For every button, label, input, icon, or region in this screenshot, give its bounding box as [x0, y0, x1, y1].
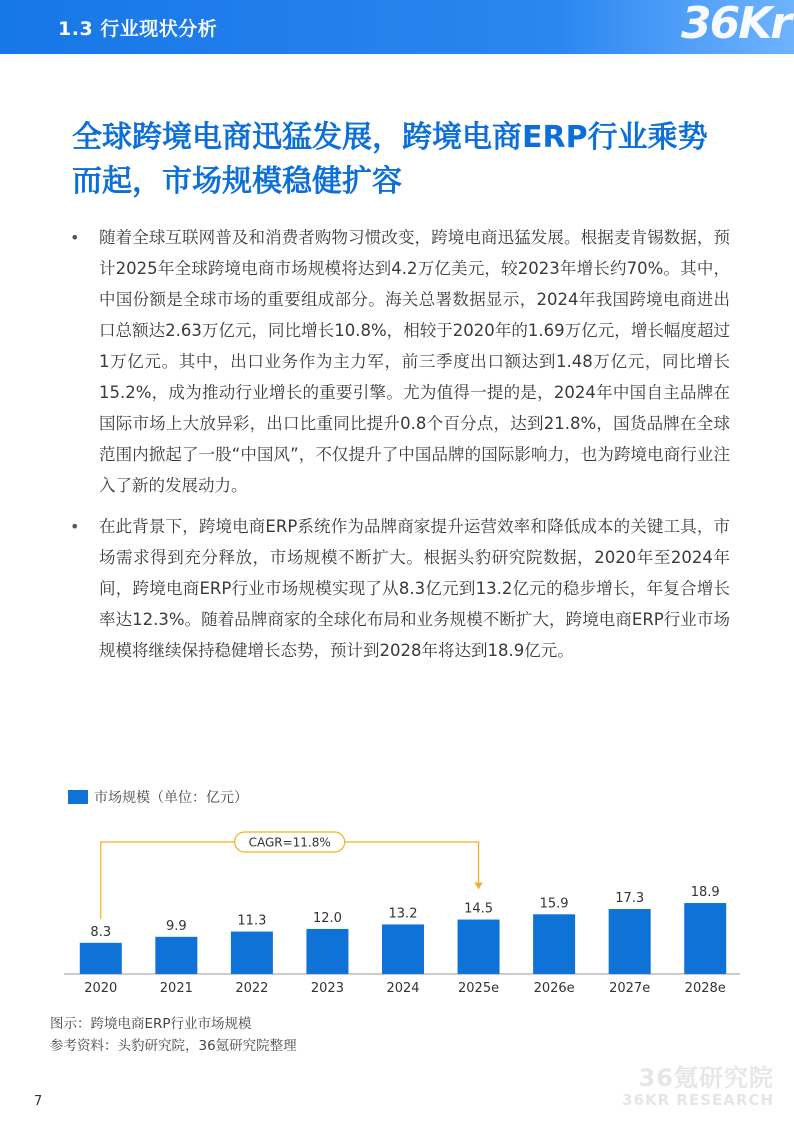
bullet-icon: •	[70, 228, 80, 247]
bar	[458, 920, 500, 974]
watermark-cn: 36氪研究院	[638, 1064, 774, 1092]
figure-source: 参考资料：头豹研究院，36氪研究院整理	[50, 1038, 297, 1054]
header-band	[0, 0, 794, 54]
watermark-en: 36KR RESEARCH	[622, 1091, 774, 1109]
bar	[306, 929, 348, 974]
tick-label: 2023	[310, 981, 344, 996]
data-label: 15.9	[539, 896, 569, 912]
tick-label: 2021	[159, 981, 193, 996]
figure-caption	[50, 1013, 297, 1057]
market-size-chart	[62, 780, 742, 1000]
data-label: 18.9	[690, 885, 720, 901]
bar	[533, 914, 575, 974]
watermark	[622, 1058, 774, 1109]
brand-logo: 36Kr	[680, 0, 790, 49]
bullet-list	[70, 222, 730, 666]
data-label: 8.3	[90, 924, 112, 940]
cagr-arrow-icon	[475, 883, 483, 890]
bar	[155, 937, 197, 974]
data-label: 12.0	[312, 910, 342, 926]
bar	[231, 932, 273, 974]
chart-plot	[62, 780, 742, 1000]
legend-label: 市场规模（单位：亿元）	[94, 790, 248, 806]
tick-label: 2025e	[458, 981, 500, 996]
data-label: 11.3	[237, 913, 267, 929]
data-label: 14.5	[464, 901, 494, 917]
tick-label: 2028e	[684, 981, 726, 996]
cagr-label: CAGR=11.8%	[248, 835, 331, 850]
bullet-item	[70, 222, 730, 501]
section-title: 1.3 行业现状分析	[58, 18, 218, 40]
bullet-icon: •	[70, 517, 80, 536]
tick-label: 2027e	[609, 981, 651, 996]
tick-label: 2024	[386, 981, 420, 996]
figure-title: 图示：跨境电商ERP行业市场规模	[50, 1016, 252, 1032]
bar	[382, 924, 424, 974]
data-label: 9.9	[165, 918, 187, 934]
bullet-text: 随着全球互联网普及和消费者购物习惯改变，跨境电商迅猛发展。根据麦肯锡数据，预计2025年全球跨境电商市场规模将达到4.2万亿美元，较2023年增长约70%。其中，中国份额是全球市场的重要组成部分。海关总署数据显示，2024年我国跨境电商进出口总额达2.63万亿元，同比增长10.8%，相较于2020年的1.69万亿元，增长幅度超过1万亿元。其中，出口业务作为主力军，前三季度出口额达到1.48万亿元，同比增长15.2%，成为推动行业增长的重要引擎。尤为值得一提的是，2024年中国自主品牌在国际市场上大放异彩，出口比重同比提升0.8个百分点，达到21.8%，国货品牌在全球范围内掀起了一股“中国风”，不仅提升了中国品牌的国际影响力，也为跨境电商行业注入了新的发展动力。	[99, 228, 730, 495]
page-number: 7	[34, 1094, 43, 1109]
data-label: 13.2	[388, 906, 418, 922]
bar	[80, 943, 122, 974]
tick-label: 2022	[235, 981, 269, 996]
bar	[684, 903, 726, 974]
tick-label: 2020	[84, 981, 118, 996]
data-label: 17.3	[615, 891, 645, 907]
bar	[609, 909, 651, 974]
bullet-item	[70, 511, 730, 666]
bullet-text: 在此背景下，跨境电商ERP系统作为品牌商家提升运营效率和降低成本的关键工具，市场需求得到充分释放，市场规模不断扩大。根据头豹研究院数据，2020年至2024年间，跨境电商ERP行业市场规模实现了从8.3亿元到13.2亿元的稳步增长，年复合增长率达12.3%。随着品牌商家的全球化布局和业务规模不断扩大，跨境电商ERP行业市场规模将继续保持稳健增长态势，预计到2028年将达到18.9亿元。	[99, 517, 730, 660]
headline: 全球跨境电商迅猛发展，跨境电商ERP行业乘势而起，市场规模稳健扩容	[72, 120, 708, 199]
tick-label: 2026e	[533, 981, 575, 996]
